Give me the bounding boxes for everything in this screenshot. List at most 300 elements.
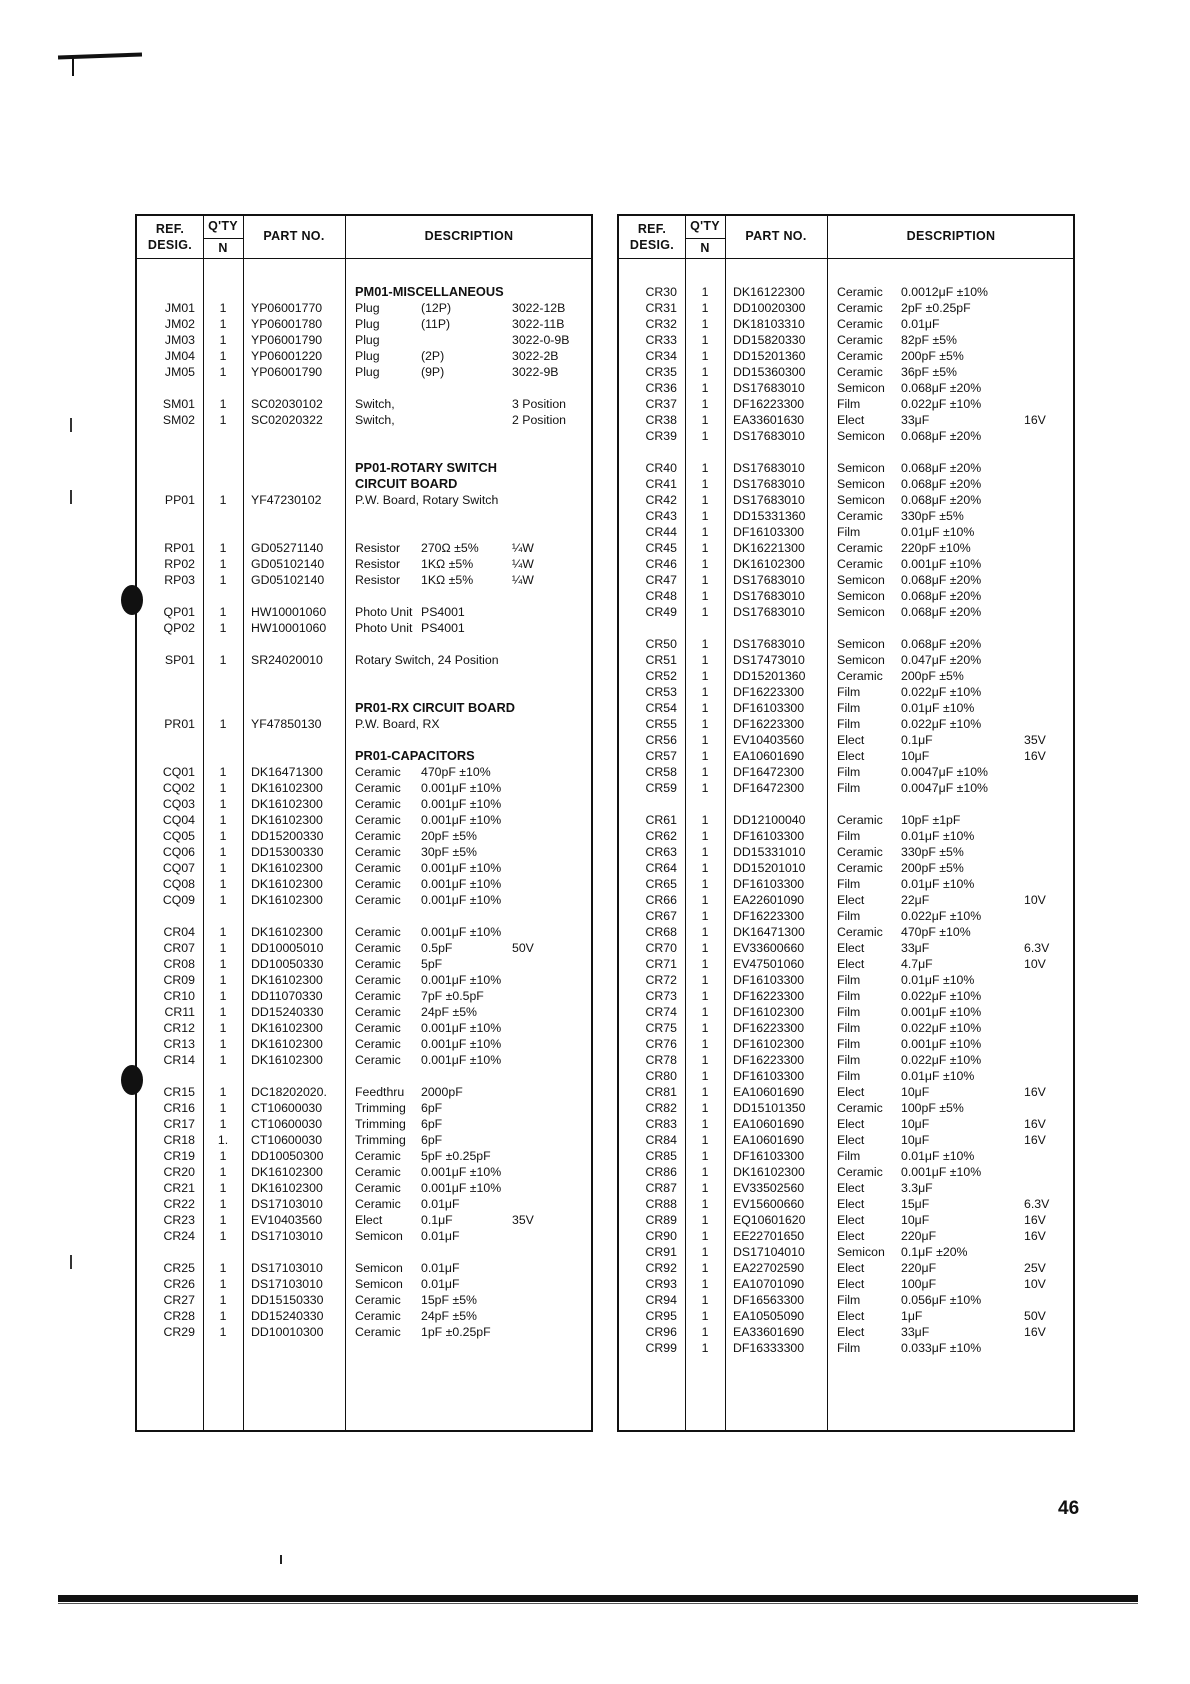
qty: 1 — [219, 573, 227, 587]
description: Film — [837, 1069, 861, 1083]
table-row — [619, 780, 1073, 796]
table-row — [619, 1052, 1073, 1068]
ref-desig: CR50 — [645, 637, 677, 651]
description-value: 0.0047μF ±10% — [901, 765, 988, 779]
ref-desig: CR56 — [645, 733, 677, 747]
description: Semicon — [355, 1229, 403, 1243]
spacer-row — [137, 908, 591, 924]
part-no: DD15240330 — [251, 1309, 324, 1323]
part-no: DF16472300 — [733, 781, 805, 795]
ref-desig: CR08 — [163, 957, 195, 971]
description-value: 0.022μF ±10% — [901, 685, 982, 699]
part-no: DD15240330 — [251, 1005, 324, 1019]
part-no: DK16102300 — [251, 925, 323, 939]
description-value: 0.1μF — [421, 1213, 453, 1227]
ref-desig: CR28 — [163, 1309, 195, 1323]
description: Elect — [837, 1197, 865, 1211]
description-value: 0.001μF ±10% — [421, 797, 502, 811]
qty: 1 — [219, 1309, 227, 1323]
ref-desig: CR18 — [163, 1133, 195, 1147]
table-row — [137, 1164, 591, 1180]
section-heading-row — [137, 476, 591, 492]
header-qty-n: N — [700, 241, 710, 255]
description-value: 24pF ±5% — [421, 1309, 477, 1323]
description-extra: 3022-11B — [512, 317, 565, 331]
part-no: DD15360300 — [733, 365, 806, 379]
ref-desig: CR93 — [645, 1277, 677, 1291]
part-no: DK16471300 — [251, 765, 323, 779]
ref-desig: QP01 — [163, 605, 195, 619]
description-extra: 3022-0-9B — [512, 333, 570, 347]
table-row — [137, 972, 591, 988]
ref-desig: CR31 — [645, 301, 677, 315]
spacer-row — [137, 524, 591, 540]
description-value: 0.022μF ±10% — [901, 989, 982, 1003]
description: Elect — [837, 1133, 865, 1147]
ref-desig: CR48 — [645, 589, 677, 603]
ref-desig: CR82 — [645, 1101, 677, 1115]
description: Film — [837, 397, 861, 411]
spacer-row — [137, 380, 591, 396]
description-value: 22μF — [901, 893, 930, 907]
table-row — [619, 396, 1073, 412]
description: Ceramic — [355, 1053, 401, 1067]
ref-desig: CQ08 — [162, 877, 195, 891]
qty: 1 — [219, 1197, 227, 1211]
table-row — [137, 812, 591, 828]
table-row — [619, 588, 1073, 604]
spacer-row — [137, 668, 591, 684]
ref-desig: CR53 — [645, 685, 677, 699]
qty: 1 — [219, 1181, 227, 1195]
part-no: DD15201010 — [733, 861, 806, 875]
header-part-no: PART NO. — [745, 229, 807, 243]
description-value: 0.01μF — [421, 1197, 460, 1211]
table-row — [137, 1324, 591, 1340]
ref-desig: CR13 — [163, 1037, 195, 1051]
ref-desig: CR11 — [164, 1005, 195, 1019]
qty: 1 — [701, 733, 709, 747]
qty: 1 — [701, 925, 709, 939]
description-value: 0.033μF ±10% — [901, 1341, 982, 1355]
part-no: DS17103010 — [251, 1261, 323, 1275]
section-heading-row — [137, 700, 591, 716]
table-row — [619, 940, 1073, 956]
description-extra: 35V — [512, 1213, 534, 1227]
table-row — [619, 1164, 1073, 1180]
qty: 1 — [701, 893, 709, 907]
description-value: 36pF ±5% — [901, 365, 957, 379]
qty: 1 — [701, 1261, 709, 1275]
qty: 1 — [219, 413, 227, 427]
qty: 1 — [219, 1213, 227, 1227]
part-no: DF16103300 — [733, 973, 805, 987]
ref-desig: CR70 — [645, 941, 677, 955]
qty: 1 — [701, 1005, 709, 1019]
qty: 1 — [219, 1021, 227, 1035]
description-value: 5pF ±0.25pF — [421, 1149, 491, 1163]
description-value: 0.01μF ±10% — [901, 973, 975, 987]
part-no: SC02020322 — [251, 413, 323, 427]
description-value: 0.001μF ±10% — [421, 781, 502, 795]
table-row — [619, 812, 1073, 828]
ref-desig: CR47 — [645, 573, 677, 587]
description-value: 0.0047μF ±10% — [901, 781, 988, 795]
description-value: 100μF — [901, 1277, 937, 1291]
scan-tick — [280, 1555, 282, 1564]
table-row — [137, 956, 591, 972]
description-value: 0.022μF ±10% — [901, 397, 982, 411]
ref-desig: CR72 — [645, 973, 677, 987]
ref-desig: CR78 — [645, 1053, 677, 1067]
part-no: YP06001770 — [251, 301, 323, 315]
ref-desig: CR89 — [645, 1213, 677, 1227]
table-row — [137, 540, 591, 556]
part-no: DK16102300 — [251, 973, 323, 987]
table-row — [137, 1212, 591, 1228]
description: Ceramic — [355, 1165, 401, 1179]
qty: 1 — [219, 1325, 227, 1339]
table-row — [137, 332, 591, 348]
qty: 1 — [701, 349, 709, 363]
part-no: EV10403560 — [251, 1213, 323, 1227]
ref-desig: CR27 — [163, 1293, 195, 1307]
table-row — [137, 1036, 591, 1052]
description: Plug — [355, 349, 380, 363]
description-value: 33μF — [901, 413, 930, 427]
part-no: EV33600660 — [733, 941, 805, 955]
part-no: DF16103300 — [733, 525, 805, 539]
spacer-row — [137, 1068, 591, 1084]
ref-desig: CR20 — [163, 1165, 195, 1179]
description: Elect — [837, 1181, 865, 1195]
part-no: EV15600660 — [733, 1197, 805, 1211]
qty: 1 — [219, 605, 227, 619]
description-extra: 16V — [1024, 1133, 1046, 1147]
description-value: 0.068μF ±20% — [901, 477, 982, 491]
table-row — [619, 860, 1073, 876]
part-no: EA10505090 — [733, 1309, 805, 1323]
description: Ceramic — [355, 973, 401, 987]
description: Film — [837, 781, 861, 795]
description-value: 24pF ±5% — [421, 1005, 477, 1019]
description-value: 270Ω ±5% — [421, 541, 479, 555]
description: Semicon — [837, 589, 885, 603]
description-value: 0.001μF ±10% — [421, 1181, 502, 1195]
description-extra: 16V — [1024, 1085, 1046, 1099]
ref-desig: CQ04 — [162, 813, 195, 827]
table-row — [137, 1116, 591, 1132]
description-extra: 16V — [1024, 1325, 1046, 1339]
description-value: 0.001μF ±10% — [421, 1021, 502, 1035]
table-row — [619, 764, 1073, 780]
description: Ceramic — [355, 1005, 401, 1019]
qty: 1 — [219, 1101, 227, 1115]
header-part-no: PART NO. — [263, 229, 325, 243]
description: Semicon — [837, 573, 885, 587]
description-value: (2P) — [421, 349, 445, 363]
table-row — [619, 1196, 1073, 1212]
description: Film — [837, 877, 861, 891]
ref-desig: CR36 — [645, 381, 677, 395]
table-row — [619, 1212, 1073, 1228]
description-extra: 10V — [1024, 1277, 1046, 1291]
qty: 1 — [219, 397, 227, 411]
ref-desig: CR40 — [645, 461, 677, 475]
description-value: PS4001 — [421, 605, 465, 619]
description-value: 1KΩ ±5% — [421, 573, 474, 587]
qty: 1 — [219, 989, 227, 1003]
description-value: 0.5pF — [421, 941, 453, 955]
ref-desig: CR15 — [163, 1085, 195, 1099]
ref-desig: CR38 — [645, 413, 677, 427]
qty: 1 — [219, 973, 227, 987]
description-extra: 3022-9B — [512, 365, 559, 379]
ref-desig: CR54 — [645, 701, 677, 715]
part-no: CT10600030 — [251, 1101, 323, 1115]
description: Ceramic — [355, 1197, 401, 1211]
description: Ceramic — [355, 1309, 401, 1323]
table-row — [619, 732, 1073, 748]
part-no: EA22601090 — [733, 893, 805, 907]
part-no: DK16102300 — [251, 797, 323, 811]
qty: 1 — [219, 1293, 227, 1307]
qty: 1 — [219, 365, 227, 379]
table-row — [619, 844, 1073, 860]
table-row — [137, 604, 591, 620]
description-extra: 6.3V — [1024, 1197, 1050, 1211]
qty: 1 — [219, 1037, 227, 1051]
ref-desig: CR85 — [645, 1149, 677, 1163]
header-desig: DESIG. — [147, 238, 193, 252]
part-no: DK16102300 — [251, 781, 323, 795]
description-value: 0.022μF ±10% — [901, 909, 982, 923]
description: Plug — [355, 365, 380, 379]
description-value: 6pF — [421, 1117, 443, 1131]
section-heading-row — [137, 748, 591, 764]
ref-desig: CR59 — [645, 781, 677, 795]
table-row — [137, 1180, 591, 1196]
description: Elect — [837, 1277, 865, 1291]
qty: 1 — [219, 717, 227, 731]
table-row — [619, 636, 1073, 652]
part-no: DS17103010 — [251, 1277, 323, 1291]
part-no: DK16102300 — [251, 1021, 323, 1035]
qty: 1 — [219, 317, 227, 331]
part-no: DD15331360 — [733, 509, 806, 523]
description: Semicon — [837, 1245, 885, 1259]
ref-desig: CR81 — [645, 1085, 677, 1099]
ref-desig: CR61 — [645, 813, 677, 827]
qty: 1 — [701, 1245, 709, 1259]
qty: 1 — [701, 781, 709, 795]
part-no: DK16102300 — [251, 1165, 323, 1179]
description-value: 0.1μF ±20% — [901, 1245, 968, 1259]
qty: 1 — [219, 893, 227, 907]
description-value: 0.001μF ±10% — [901, 1037, 982, 1051]
part-no: DK16102300 — [251, 893, 323, 907]
bottom-rule-thin — [58, 1603, 1138, 1604]
description-value: 0.068μF ±20% — [901, 461, 982, 475]
qty: 1 — [701, 525, 709, 539]
description: Ceramic — [837, 301, 883, 315]
table-row — [137, 1020, 591, 1036]
table-row — [137, 1292, 591, 1308]
description-value: 0.068μF ±20% — [901, 605, 982, 619]
part-no: EA10701090 — [733, 1277, 805, 1291]
qty: 1 — [701, 301, 709, 315]
qty: 1 — [701, 365, 709, 379]
description-value: 0.068μF ±20% — [901, 573, 982, 587]
description-value: 200pF ±5% — [901, 349, 964, 363]
part-no: DF16223300 — [733, 1021, 805, 1035]
ref-desig: CR66 — [645, 893, 677, 907]
spacer-row — [137, 428, 591, 444]
description-value: 0.001μF ±10% — [421, 861, 502, 875]
part-no: GD05102140 — [251, 573, 325, 587]
description-extra: 3 Position — [512, 397, 567, 411]
description-extra: 6.3V — [1024, 941, 1050, 955]
spacer-row — [137, 588, 591, 604]
table-row — [619, 300, 1073, 316]
description-value: PS4001 — [421, 621, 465, 635]
part-no: SR24020010 — [251, 653, 323, 667]
description-value: 10μF — [901, 1213, 930, 1227]
description: Film — [837, 701, 861, 715]
qty: 1 — [701, 557, 709, 571]
description: Plug — [355, 301, 380, 315]
description: Plug — [355, 333, 380, 347]
ref-desig: RP03 — [164, 573, 195, 587]
qty: 1 — [219, 333, 227, 347]
description-value: 0.022μF ±10% — [901, 717, 982, 731]
description: Ceramic — [837, 861, 883, 875]
part-no: YF47850130 — [251, 717, 322, 731]
table-row — [619, 684, 1073, 700]
part-no: HW10001060 — [251, 605, 327, 619]
ref-desig: SP01 — [164, 653, 195, 667]
description: Elect — [837, 1213, 865, 1227]
description-extra: ¼W — [512, 573, 534, 587]
part-no: DS17683010 — [733, 637, 805, 651]
description: Elect — [837, 733, 865, 747]
description: Elect — [837, 749, 865, 763]
table-row — [137, 1196, 591, 1212]
part-no: DF16103300 — [733, 1069, 805, 1083]
table-row — [619, 556, 1073, 572]
scan-tick — [70, 418, 72, 432]
part-no: DF16563300 — [733, 1293, 805, 1307]
description: Elect — [837, 941, 865, 955]
description-value: 0.1μF — [901, 733, 933, 747]
qty: 1 — [701, 285, 709, 299]
description-extra: 35V — [1024, 733, 1046, 747]
description-value: 0.0012μF ±10% — [901, 285, 988, 299]
part-no: DS17103010 — [251, 1229, 323, 1243]
qty: 1 — [219, 813, 227, 827]
part-no: GD05271140 — [251, 541, 324, 555]
description-extra: 50V — [1024, 1309, 1046, 1323]
qty: 1 — [219, 1165, 227, 1179]
description-value: 0.068μF ±20% — [901, 589, 982, 603]
table-row — [619, 428, 1073, 444]
description-value: 3.3μF — [901, 1181, 933, 1195]
description-value: 100pF ±5% — [901, 1101, 964, 1115]
qty: 1 — [701, 957, 709, 971]
description-value: (11P) — [421, 317, 451, 331]
part-no: EV10403560 — [733, 733, 805, 747]
description: Ceramic — [355, 893, 401, 907]
ref-desig: CR45 — [645, 541, 677, 555]
table-row — [137, 316, 591, 332]
part-no: DD11070330 — [251, 989, 323, 1003]
ref-desig: CR96 — [645, 1325, 677, 1339]
description-extra: 25V — [1024, 1261, 1046, 1275]
description-value: 1pF ±0.25pF — [421, 1325, 491, 1339]
description: Semicon — [837, 653, 885, 667]
qty: 1 — [701, 637, 709, 651]
description-value: 0.001μF ±10% — [901, 557, 982, 571]
part-no: CT10600030 — [251, 1117, 323, 1131]
ref-desig: CR12 — [163, 1021, 195, 1035]
part-no: YP06001790 — [251, 365, 323, 379]
qty: 1 — [701, 1325, 709, 1339]
qty: 1 — [219, 829, 227, 843]
part-no: DK16221300 — [733, 541, 805, 555]
part-no: DK16122300 — [733, 285, 805, 299]
ref-desig: CR29 — [163, 1325, 195, 1339]
ref-desig: CR25 — [163, 1261, 195, 1275]
description-value: 0.01μF ±10% — [901, 1149, 975, 1163]
part-no: DF16472300 — [733, 765, 805, 779]
part-no: EA10601690 — [733, 749, 805, 763]
qty: 1 — [219, 1117, 227, 1131]
ref-desig: CR87 — [645, 1181, 677, 1195]
ref-desig: SM01 — [162, 397, 195, 411]
table-row — [137, 940, 591, 956]
description: Semicon — [355, 1261, 403, 1275]
punch-hole-mark — [121, 585, 143, 615]
ref-desig: CR09 — [163, 973, 195, 987]
description-value: 0.001μF ±10% — [421, 893, 502, 907]
ref-desig: CR83 — [645, 1117, 677, 1131]
ref-desig: CR91 — [645, 1245, 677, 1259]
part-no: DD15820330 — [733, 333, 806, 347]
header-description: DESCRIPTION — [906, 229, 996, 243]
ref-desig: RP01 — [164, 541, 195, 555]
qty: 1 — [701, 1181, 709, 1195]
description-value: 10μF — [901, 1085, 930, 1099]
description-value: 0.01μF — [421, 1229, 460, 1243]
description: Elect — [837, 413, 865, 427]
qty: 1 — [701, 413, 709, 427]
ref-desig: CR75 — [645, 1021, 677, 1035]
part-no: DS17104010 — [733, 1245, 805, 1259]
table-row — [619, 652, 1073, 668]
qty: 1 — [701, 493, 709, 507]
qty: 1 — [701, 941, 709, 955]
section-heading: PR01-RX CIRCUIT BOARD — [355, 700, 515, 715]
ref-desig: CR19 — [163, 1149, 195, 1163]
qty: 1 — [219, 349, 227, 363]
qty: 1 — [701, 477, 709, 491]
table-row — [619, 1084, 1073, 1100]
ref-desig: CR43 — [645, 509, 677, 523]
table-row — [619, 284, 1073, 300]
table-row — [137, 1100, 591, 1116]
ref-desig: JM04 — [164, 349, 195, 363]
ref-desig: CQ09 — [162, 893, 195, 907]
